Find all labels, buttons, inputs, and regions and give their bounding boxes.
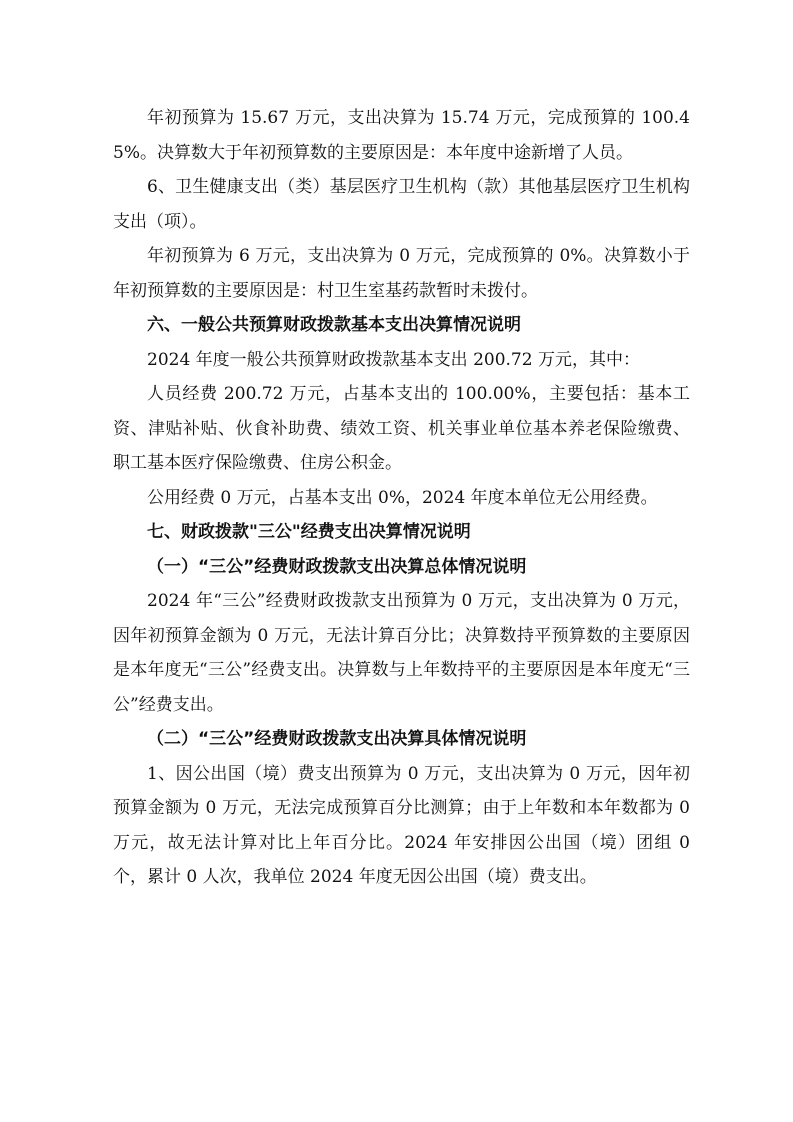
paragraph-budget-item-6-title: 6、卫生健康支出（类）基层医疗卫生机构（款）其他基层医疗卫生机构支出（项）。 — [113, 177, 690, 232]
section-heading-6: 六、一般公共预算财政拨款基本支出决算情况说明 — [147, 315, 521, 335]
paragraph-overseas-travel: 1、因公出国（境）费支出预算为 0 万元，支出决算为 0 万元，因年初预算金额为 0 万元，无法完成预算百分比测算；由于上年数和本年数都为 0 万元，故无法计算对比上年百分比。2024 年安排因公出国（境）团组 0 个，累计 0 人次，我单位 2024 年度无因公出国（境）费支出。 — [113, 763, 690, 887]
paragraph-public-expenses: 公用经费 0 万元，占基本支出 0%，2024 年度本单位无公用经费。 — [147, 487, 658, 508]
subsection-heading-7-1: （一）“三公”经费财政拨款支出决算总体情况说明 — [147, 556, 527, 577]
paragraph-basic-expenditure-total: 2024 年度一般公共预算财政拨款基本支出 200.72 万元，其中： — [147, 349, 640, 370]
section-heading-7: 七、财政拨款"三公"经费支出决算情况说明 — [147, 522, 471, 542]
subsection-heading-7-2: （二）“三公”经费财政拨款支出决算具体情况说明 — [147, 729, 527, 749]
paragraph-budget-item-6-detail: 年初预算为 6 万元，支出决算为 0 万元，完成预算的 0%。决算数小于年初预算数的主要原因是：村卫生室基药款暂时未拨付。 — [113, 246, 690, 301]
paragraph-three-public-overall: 2024 年“三公”经费财政拨款支出预算为 0 万元，支出决算为 0 万元，因年初预算金额为 0 万元，无法计算百分比；决算数持平预算数的主要原因是本年度无“三公”经费支出。决算数与上年数持平的主要原因是本年度无“三公”经费支出。 — [113, 591, 690, 715]
paragraph-budget-item-5-detail: 年初预算为 15.67 万元，支出决算为 15.74 万元，完成预算的 100.45%。决算数大于年初预算数的主要原因是：本年度中途新增了人员。 — [113, 108, 690, 163]
paragraph-personnel-expenses: 人员经费 200.72 万元，占基本支出的 100.00%，主要包括：基本工资、津贴补贴、伙食补助费、绩效工资、机关事业单位基本养老保险缴费、职工基本医疗保险缴费、住房公积金。 — [113, 384, 690, 473]
document-body — [113, 101, 690, 895]
